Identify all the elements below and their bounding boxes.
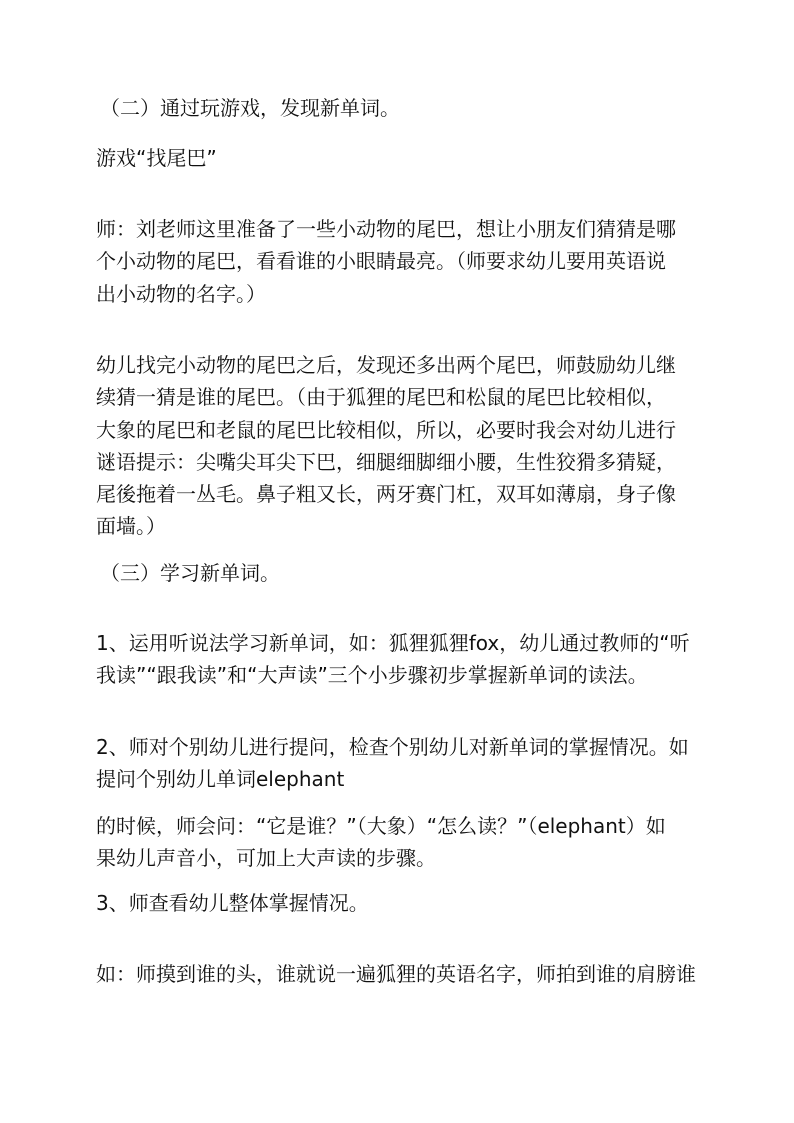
section-heading-3: （三）学习新单词。 (100, 561, 280, 585)
paragraph-line: 的时候，师会问：“它是谁？”（大象）“怎么读？”（elephant）如 (96, 814, 666, 838)
paragraph-line: 大象的尾巴和老鼠的尾巴比较相似，所以，必要时我会对幼儿进行 (96, 418, 676, 442)
paragraph-line: 果幼儿声音小，可加上大声读的步骤。 (96, 846, 436, 870)
paragraph-line: 3、师查看幼儿整体掌握情况。 (96, 891, 369, 915)
paragraph-line: 个小动物的尾巴，看看谁的小眼睛最亮。（师要求幼儿要用英语说 (96, 249, 666, 273)
paragraph-line: 提问个别幼儿单词elephant (96, 767, 345, 791)
paragraph-line: 续猜一猜是谁的尾巴。（由于狐狸的尾巴和松鼠的尾巴比较相似， (96, 385, 666, 409)
paragraph-line: 谜语提示：尖嘴尖耳尖下巴，细腿细脚细小腰，生性狡猾多猜疑， (96, 450, 676, 474)
paragraph-line: 面墙。） (96, 514, 166, 538)
paragraph-line: 我读”“跟我读”和“大声读”三个小步骤初步掌握新单词的读法。 (96, 663, 648, 687)
paragraph-line: 尾後拖着一丛毛。鼻子粗又长，两牙赛门杠，双耳如薄扇，身子像 (96, 482, 676, 506)
paragraph-line: 师：刘老师这里准备了一些小动物的尾巴，想让小朋友们猜猜是哪 (96, 217, 676, 241)
paragraph-line: 出小动物的名字。） (96, 282, 266, 306)
section-heading-2: （二）通过玩游戏，发现新单词。 (100, 96, 400, 120)
paragraph-line: 2、师对个别幼儿进行提问，检查个别幼儿对新单词的掌握情况。如 (96, 735, 689, 759)
paragraph-line: 幼儿找完小动物的尾巴之后，发现还多出两个尾巴，师鼓励幼儿继 (96, 353, 676, 377)
game-title: 游戏“找尾巴” (96, 146, 217, 170)
paragraph-line: 1、运用听说法学习新单词，如：狐狸狐狸fox，幼儿通过教师的“听 (96, 631, 690, 655)
paragraph-line: 如：师摸到谁的头，谁就说一遍狐狸的英语名字，师拍到谁的肩膀谁 (96, 962, 696, 986)
